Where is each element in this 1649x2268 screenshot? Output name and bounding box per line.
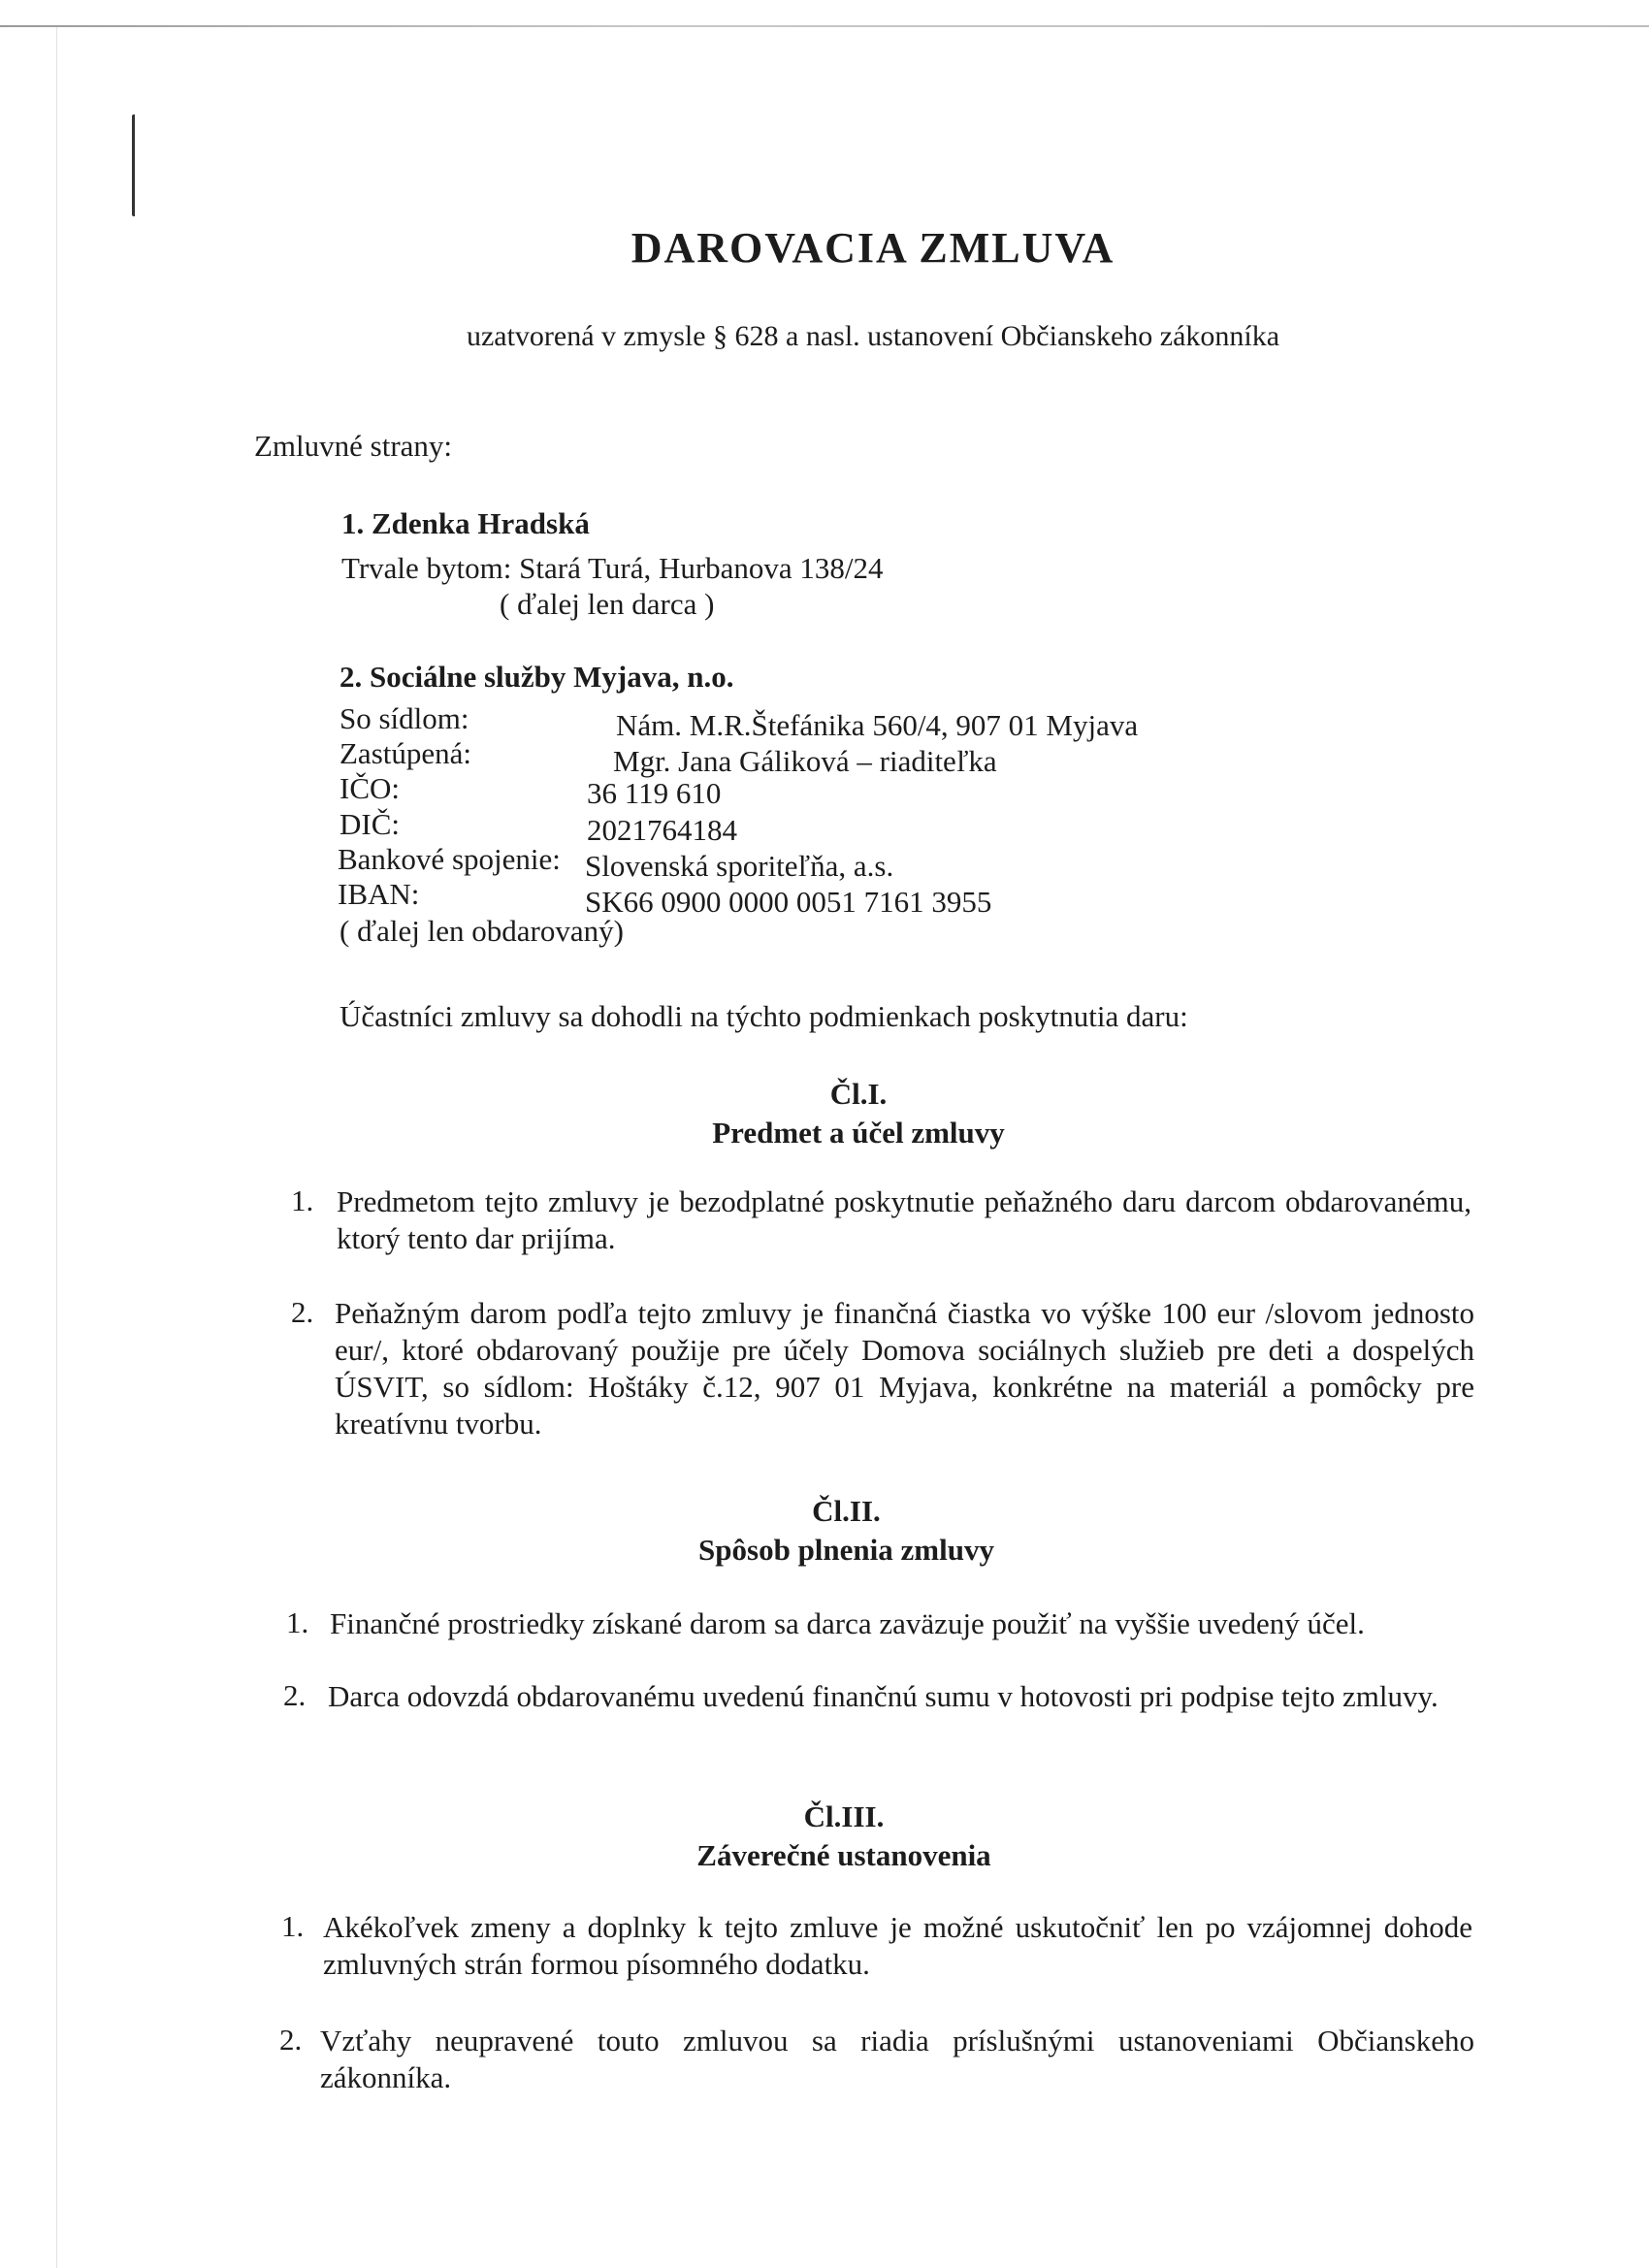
article2-title: Spôsob plnenia zmluvy (698, 1533, 994, 1567)
party1-address: Trvale bytom: Stará Turá, Hurbanova 138/24 (341, 551, 884, 585)
article2-item2-text: Darca odovzdá obdarovanému uvedenú finančnú sumu v hotovosti pri podpise tejto zmluvy. (328, 1679, 1439, 1713)
party2-role: ( ďalej len obdarovaný) (340, 914, 624, 948)
article2-item2-number: 2. (283, 1678, 307, 1712)
scan-mark (132, 114, 138, 216)
scan-top-edge (0, 25, 1649, 27)
article3-title: Záverečné ustanovenia (696, 1838, 991, 1872)
party2-label-bank: Bankové spojenie: (338, 842, 561, 876)
intro-text: Účastníci zmluvy sa dohodli na týchto podmienkach poskytnutia daru: (340, 999, 1188, 1033)
article1-number: Čl.I. (829, 1077, 888, 1111)
party2-value-ico: 36 119 610 (587, 776, 722, 810)
article2-number: Čl.II. (812, 1494, 881, 1528)
party2-value-bank: Slovenská sporiteľňa, a.s. (585, 849, 894, 883)
parties-heading: Zmluvné strany: (254, 429, 453, 463)
article1-item1-number: 1. (291, 1183, 314, 1217)
party2-label-dic: DIČ: (340, 807, 400, 841)
article1-title: Predmet a účel zmluvy (712, 1116, 1005, 1150)
party1-name: 1. Zdenka Hradská (341, 506, 590, 540)
article1-item2-number: 2. (291, 1295, 314, 1329)
article3-number: Čl.III. (803, 1799, 885, 1833)
party2-value-dic: 2021764184 (587, 813, 737, 847)
party2-name: 2. Sociálne služby Myjava, n.o. (340, 660, 734, 694)
party2-label-iban: IBAN: (338, 877, 420, 911)
party1-role: ( ďalej len darca ) (500, 587, 715, 621)
article2-item1-number: 1. (286, 1605, 309, 1639)
article3-item2-text: Vzťahy neupravené touto zmluvou sa riadia príslušnými ustanoveniami Občianskeho zákonníka. (320, 2024, 1474, 2094)
document-subtitle: uzatvorená v zmysle § 628 a nasl. ustanovení Občianskeho zákonníka (466, 320, 1280, 352)
party2-label-ico: IČO: (340, 771, 400, 805)
party2-label-seat: So sídlom: (340, 701, 469, 735)
article3-item1-text: Akékoľvek zmeny a doplnky k tejto zmluve je možné uskutočniť len po vzájomnej dohode zmluvných strán formou písomného dodatku. (323, 1910, 1472, 1981)
article1-item1-text: Predmetom tejto zmluvy je bezodplatné poskytnutie peňažného daru darcom obdarovanému, ktorý tento dar prijíma. (337, 1184, 1471, 1255)
party2-value-seat: Nám. M.R.Štefánika 560/4, 907 01 Myjava (616, 708, 1139, 742)
party2-value-iban: SK66 0900 0000 0051 7161 3955 (585, 885, 992, 919)
party2-value-represented: Mgr. Jana Gáliková – riaditeľka (613, 744, 997, 778)
article3-item2-number: 2. (279, 2023, 303, 2057)
document-title: DAROVACIA ZMLUVA (630, 224, 1116, 272)
article3-item1-number: 1. (281, 1909, 305, 1943)
party2-label-represented: Zastúpená: (340, 736, 472, 770)
article2-item1-text: Finančné prostriedky získané darom sa darca zaväzuje použiť na vyššie uvedený účel. (330, 1606, 1365, 1640)
article1-item2-text: Peňažným darom podľa tejto zmluvy je finančná čiastka vo výške 100 eur /slovom jednosto eur/, ktoré obdarovaný použije pre účely Domova sociálnych služieb pre deti a dospelých ÚSVIT, so sídlom: Hoštáky č.12, 907 01 Myjava, konkrétne na materiál a pomôcky pre kreatívnu tvorbu. (335, 1296, 1474, 1441)
